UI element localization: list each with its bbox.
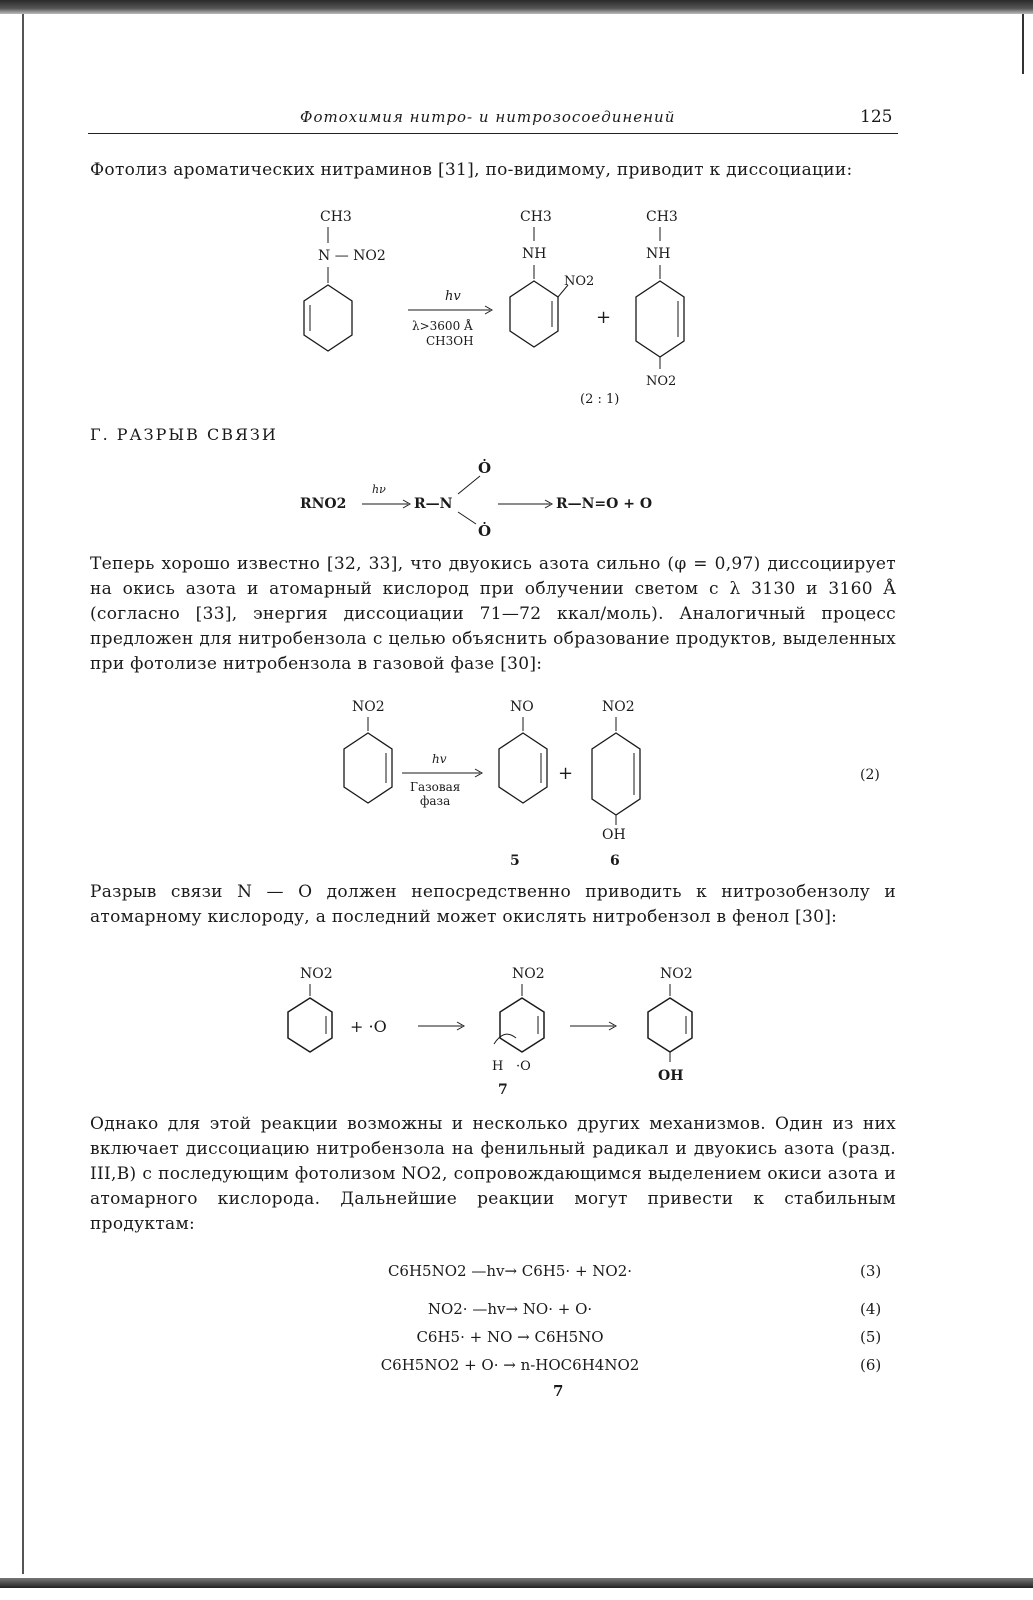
equation-4: NO2· —hv→ NO· + O· bbox=[427, 1300, 593, 1318]
paragraph-2: Теперь хорошо известно [32, 33], что двуокись азота сильно (φ = 0,97) диссоциирует на окись азота и атомарный кислород при облучении светом с λ 3130 и 3160 Å (согласно [33], энергия диссоциации 71—72 ккал/моль). Аналогичный процесс предложен для нитробензола с целью объяснить образование продуктов, выделенных при фотолизе нитробензола в газовой фазе [30]: bbox=[90, 554, 896, 674]
scheme3-eq-number: (2) bbox=[860, 767, 880, 783]
scheme4-plus-o: + ·O bbox=[350, 1017, 387, 1036]
scheme3-product6-bottom: OH bbox=[602, 827, 626, 843]
scheme3-reactant-top: NO2 bbox=[352, 699, 385, 715]
equation-5: C6H5· + NO → C6H5NO bbox=[416, 1328, 604, 1346]
scheme2-oxygen-top: Ȯ bbox=[478, 459, 492, 477]
equation-6: C6H5NO2 + O· → n-HOC6H4NO2 bbox=[380, 1356, 640, 1374]
equation-3-number: (3) bbox=[860, 1262, 882, 1280]
scheme2-intermediate: R—N bbox=[414, 496, 453, 512]
scheme-1-nitramine-photolysis bbox=[290, 205, 710, 415]
equation-4-number: (4) bbox=[860, 1300, 882, 1318]
scheme1-arrow-above: hv bbox=[445, 289, 461, 304]
scheme4-intermediate-o: ·O bbox=[516, 1059, 531, 1074]
equation-5-number: (5) bbox=[860, 1328, 882, 1346]
scheme1-arrow-below-1: λ>3600 Å bbox=[412, 319, 473, 333]
paragraph-1: Фотолиз ароматических нитраминов [31], по-видимому, приводит к диссоциации: bbox=[90, 160, 853, 180]
header-rule bbox=[88, 133, 898, 134]
scheme3-label6: 6 bbox=[610, 853, 620, 869]
scheme3-product6-top: NO2 bbox=[602, 699, 635, 715]
scheme1-reactant-group: N — NO2 bbox=[318, 248, 386, 264]
paragraph-4: Однако для этой реакции возможны и несколько других механизмов. Один из них включает диссоциацию нитробензола на фенильный радикал и двуокись азота (разд. III,В) с последующим фотолизом NO2, сопровождающимся выделением окиси азота и атомарного кислорода. Дальнейшие реакции могут привести к стабильным продуктам: bbox=[90, 1114, 896, 1234]
equation-3: C6H5NO2 —hv→ C6H5· + NO2· bbox=[387, 1262, 633, 1280]
scheme-3-nitrobenzene-gas-photolysis bbox=[330, 695, 890, 870]
running-header-title: Фотохимия нитро- и нитрозосоединений bbox=[300, 108, 676, 126]
paragraph-3: Разрыв связи N — O должен непосредственно приводить к нитрозобензолу и атомарному кислороду, а последний может окислять нитробензол в фенол [30]: bbox=[90, 882, 896, 927]
scan-edge-left bbox=[22, 14, 24, 1574]
scheme2-oxygen-bottom: Ȯ bbox=[478, 522, 492, 538]
scheme4-product-bottom: OH bbox=[658, 1068, 684, 1084]
scheme4-intermediate-label: 7 bbox=[498, 1082, 508, 1098]
page-number: 125 bbox=[860, 107, 893, 127]
scheme2-products: R—N=O + O bbox=[556, 496, 653, 512]
equation-6-number: (6) bbox=[860, 1356, 882, 1374]
scheme1-product2-top: CH3 bbox=[646, 209, 678, 225]
scheme3-arrow-above: hv bbox=[432, 752, 447, 766]
scheme4-reactant-top: NO2 bbox=[300, 966, 333, 982]
scheme1-reactant-top: CH3 bbox=[320, 209, 352, 225]
scheme1-product1-nh: NH bbox=[522, 246, 547, 262]
scheme3-arrow-below-2: фаза bbox=[420, 794, 451, 808]
section-title: Г. РАЗРЫВ СВЯЗИ bbox=[90, 425, 278, 444]
scheme-4-phenol-formation bbox=[280, 962, 720, 1102]
scheme3-plus: + bbox=[558, 763, 574, 784]
scan-border-bottom bbox=[0, 1578, 1033, 1588]
scheme1-product2-bottom: NO2 bbox=[646, 374, 677, 389]
scheme2-reactant: RNO2 bbox=[300, 496, 347, 512]
scheme3-label5: 5 bbox=[510, 853, 520, 869]
scan-edge-right bbox=[1022, 14, 1024, 74]
scheme1-plus: + bbox=[596, 307, 612, 328]
scheme4-product-top: NO2 bbox=[660, 966, 693, 982]
scheme1-product1-top: CH3 bbox=[520, 209, 552, 225]
scheme1-product2-nh: NH bbox=[646, 246, 671, 262]
scheme3-arrow-below-1: Газовая bbox=[410, 780, 461, 794]
scheme4-intermediate-h: H bbox=[492, 1059, 504, 1074]
scheme1-ratio: (2 : 1) bbox=[580, 392, 620, 407]
scheme1-product1-sub: NO2 bbox=[564, 274, 595, 289]
equation-label-7: 7 bbox=[553, 1382, 564, 1400]
scan-border-top bbox=[0, 0, 1033, 14]
scheme4-intermediate-top: NO2 bbox=[512, 966, 545, 982]
scheme1-arrow-below-2: CH3OH bbox=[426, 334, 474, 348]
scheme3-product5-top: NO bbox=[510, 699, 534, 715]
scheme-2-bond-cleavage bbox=[300, 448, 720, 538]
scheme2-arrow-above: hν bbox=[372, 483, 386, 496]
